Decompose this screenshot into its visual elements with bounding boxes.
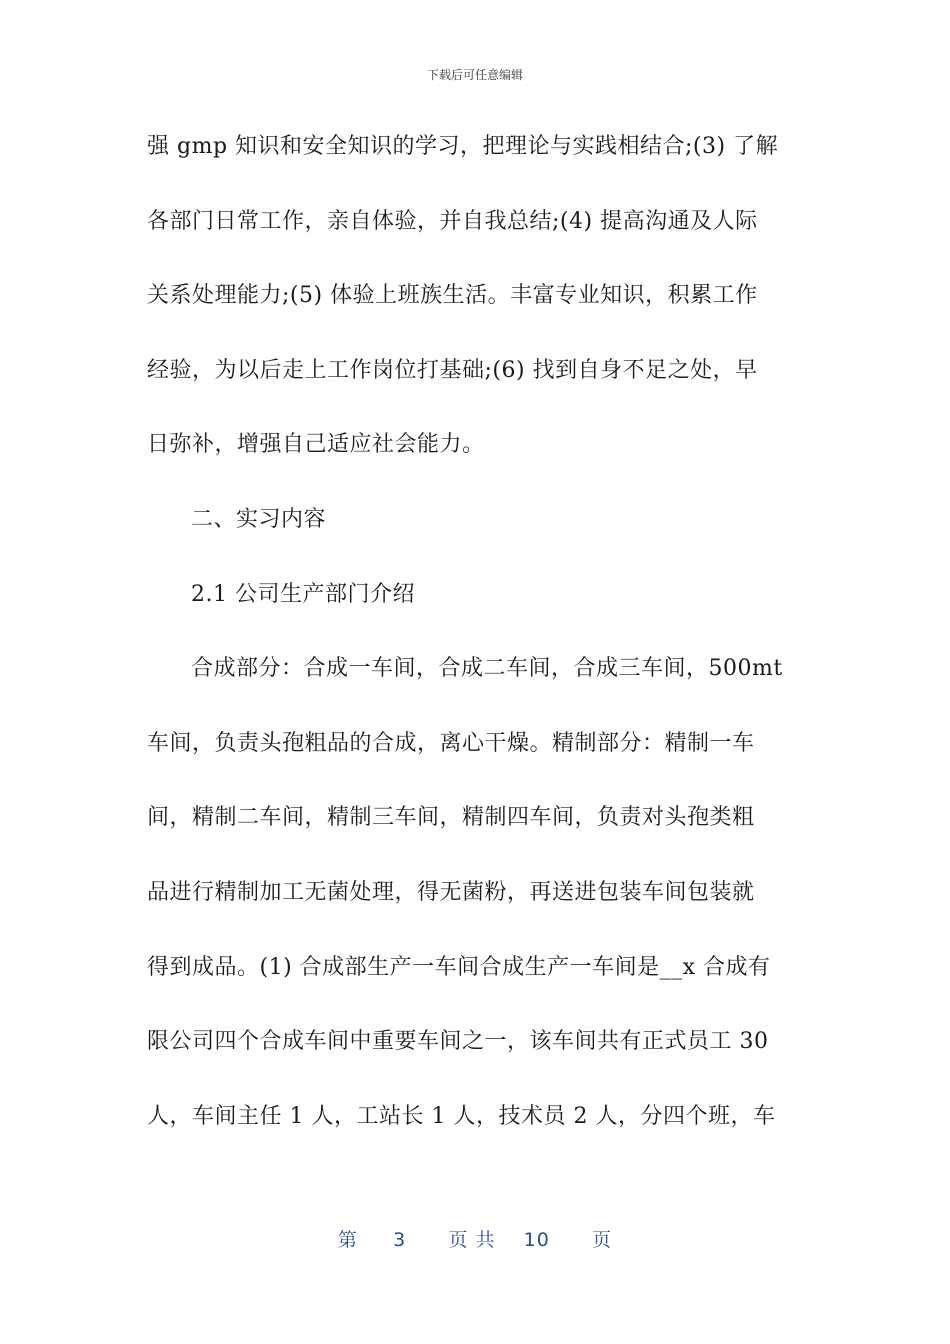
paragraph-line: 品进行精制加工无菌处理，得无菌粉，再送进包装车间包装就 xyxy=(147,879,755,905)
subsection-heading: 2.1 公司生产部门介绍 xyxy=(191,581,415,607)
section-heading: 二、实习内容 xyxy=(191,506,327,532)
total-pages-number: 10 xyxy=(523,1229,550,1251)
header-note: 下载后可任意编辑 xyxy=(426,68,523,82)
paragraph-line: 合成部分：合成一车间，合成二车间，合成三车间，500mt xyxy=(191,656,783,682)
body-text xyxy=(147,128,807,1172)
footer-prefix: 第 xyxy=(337,1229,358,1251)
paragraph-line: 人，车间主任 1 人，工站长 1 人，技术员 2 人，分四个班，车 xyxy=(147,1103,776,1129)
paragraph-line: 车间，负责头孢粗品的合成，离心干燥。精制部分：精制一车 xyxy=(147,730,755,756)
current-page-number: 3 xyxy=(393,1229,407,1251)
paragraph-line: 日弥补，增强自己适应社会能力。 xyxy=(147,432,485,458)
footer-suffix: 页 xyxy=(592,1229,613,1251)
paragraph-line: 得到成品。(1) 合成部生产一车间合成生产一车间是__x 合成有 xyxy=(147,954,771,980)
page-footer xyxy=(0,1225,950,1252)
paragraph-line: 关系处理能力;(5) 体验上班族生活。丰富专业知识，积累工作 xyxy=(147,283,758,309)
paragraph-line: 各部门日常工作，亲自体验，并自我总结;(4) 提高沟通及人际 xyxy=(147,208,758,234)
paragraph-line: 间，精制二车间，精制三车间，精制四车间，负责对头孢类粗 xyxy=(147,805,755,831)
paragraph-line: 限公司四个合成车间中重要车间之一，该车间共有正式员工 30 xyxy=(147,1029,769,1055)
footer-middle: 页 共 xyxy=(448,1229,496,1251)
paragraph-line: 强 gmp 知识和安全知识的学习，把理论与实践相结合;(3) 了解 xyxy=(147,134,779,159)
paragraph-line: 经验，为以后走上工作岗位打基础;(6) 找到自身不足之处，早 xyxy=(147,357,758,383)
